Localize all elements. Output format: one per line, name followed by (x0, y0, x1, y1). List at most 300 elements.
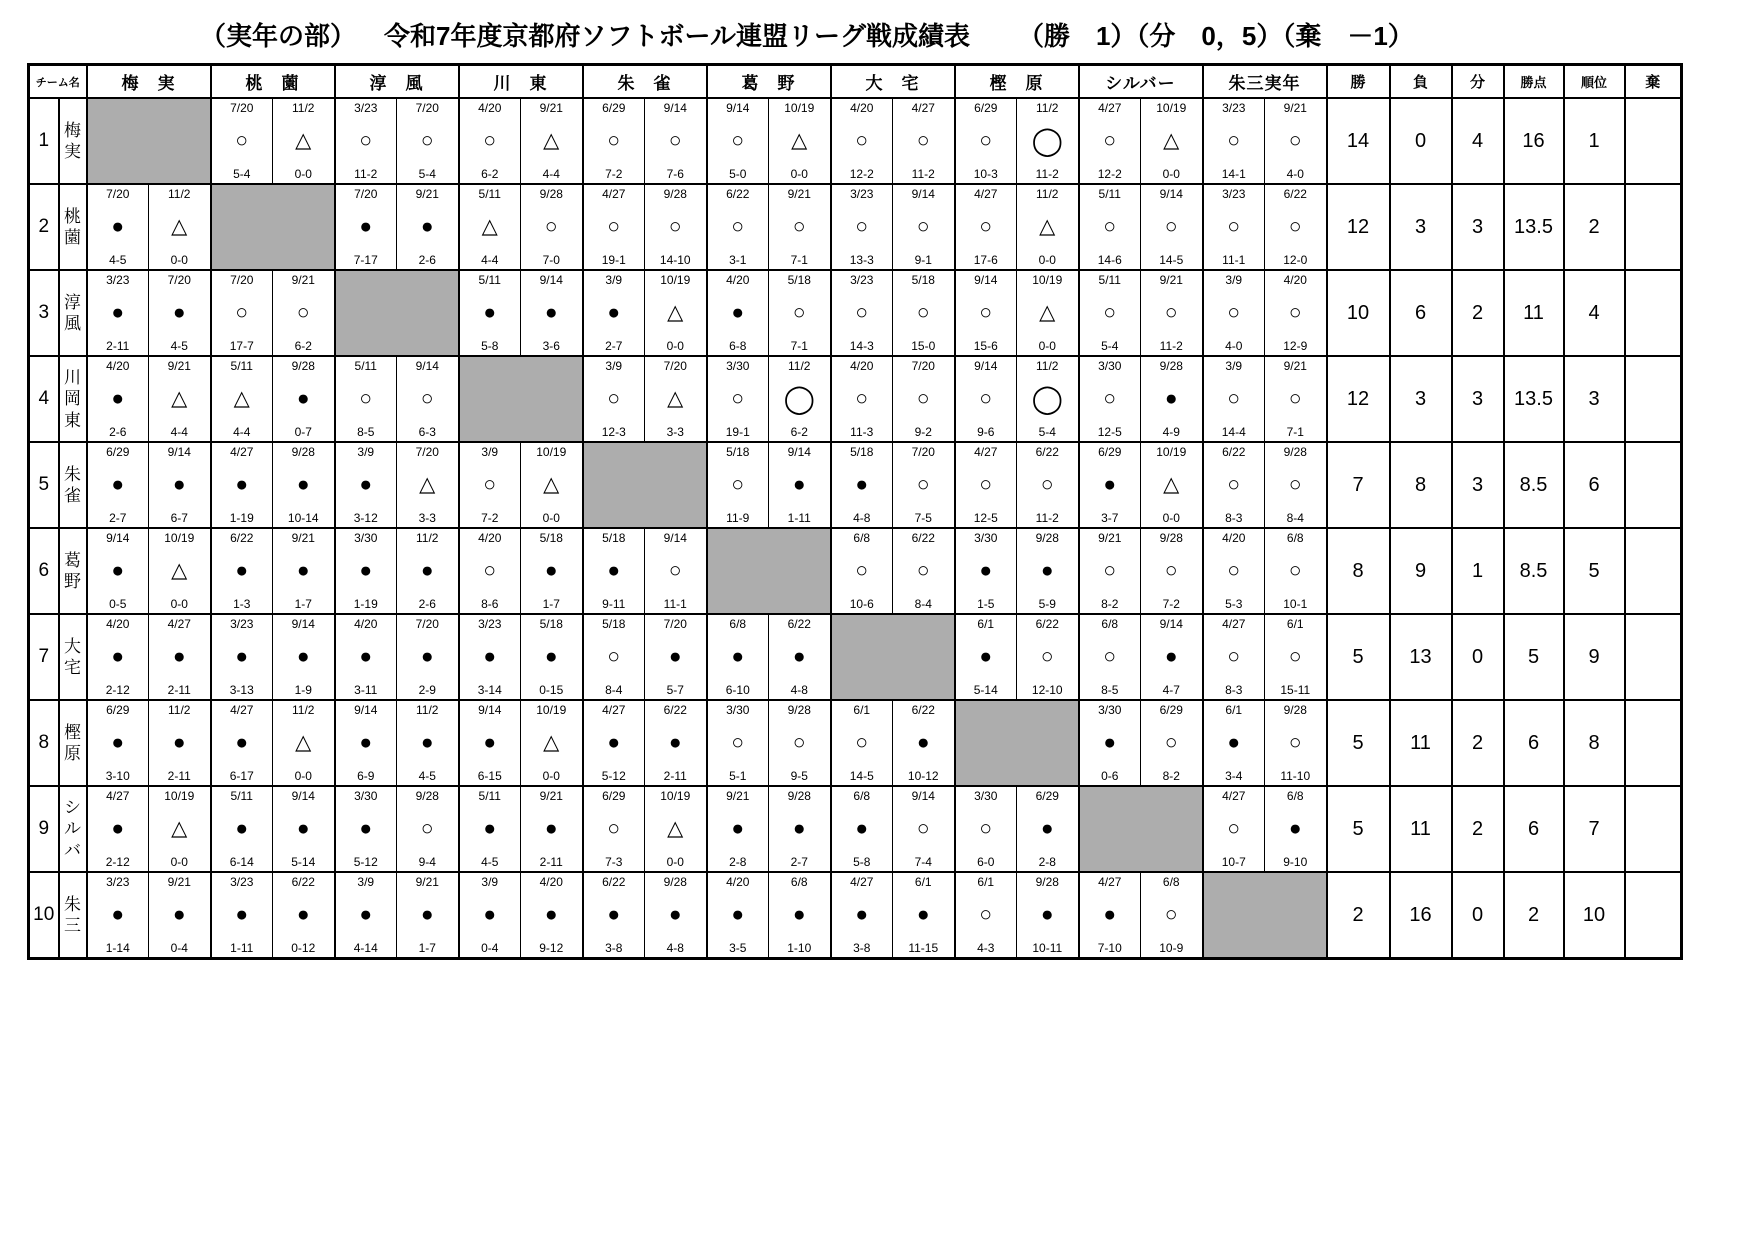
match-cell-content (584, 357, 645, 441)
match-cell-content (212, 271, 273, 355)
match-score: 17-6 (973, 253, 998, 267)
match-date: 5/11 (230, 359, 253, 373)
match-cell-content (88, 615, 149, 699)
match-cell-content (1204, 443, 1265, 527)
match-cell (149, 872, 211, 959)
result-symbol: △ (1039, 301, 1056, 324)
match-cell (459, 270, 521, 356)
match-cell-content (832, 701, 893, 785)
match-date: 3/9 (481, 875, 499, 889)
match-cell (1017, 356, 1079, 442)
match-date: 4/27 (1098, 875, 1122, 889)
match-cell-content (460, 443, 521, 527)
match-cell (459, 700, 521, 786)
result-symbol: ○ (1040, 473, 1054, 496)
match-score: 7-1 (1286, 425, 1304, 439)
match-cell (583, 356, 645, 442)
match-date: 3/23 (478, 617, 502, 631)
match-cell (955, 356, 1017, 442)
match-cell (1017, 872, 1079, 959)
result-symbol: ● (855, 473, 869, 496)
match-cell (1203, 270, 1265, 356)
match-cell (583, 872, 645, 959)
result-symbol: △ (171, 559, 188, 582)
match-score: 7-17 (353, 253, 378, 267)
match-date: 10/19 (660, 273, 691, 287)
result-symbol: △ (171, 215, 188, 238)
result-symbol: ● (111, 645, 125, 668)
match-cell-content (893, 271, 954, 355)
match-cell-content (956, 787, 1017, 871)
match-cell (1203, 700, 1265, 786)
team-name-text: 大宅 (64, 636, 81, 677)
match-cell-content (769, 443, 830, 527)
match-cell (1017, 184, 1079, 270)
match-cell-content (708, 443, 769, 527)
match-score: 10-11 (1032, 941, 1063, 955)
match-cell (273, 356, 335, 442)
result-symbol: ○ (1103, 559, 1117, 582)
match-score: 7-1 (790, 253, 808, 267)
match-score: 12-5 (1097, 425, 1122, 439)
result-symbol: △ (791, 129, 808, 152)
stat-rank: 2 (1564, 184, 1625, 270)
result-symbol: ● (731, 301, 745, 324)
match-cell (211, 786, 273, 872)
match-date: 6/22 (230, 531, 254, 545)
match-score: 4-8 (666, 941, 684, 955)
match-cell-content (336, 787, 397, 871)
match-cell (521, 700, 583, 786)
stat-losses: 6 (1390, 270, 1452, 356)
match-cell-content (336, 615, 397, 699)
stat-losses: 8 (1390, 442, 1452, 528)
match-cell (707, 700, 769, 786)
match-cell-content (584, 529, 645, 613)
match-score: 3-8 (605, 941, 623, 955)
match-cell-content (1265, 787, 1326, 871)
match-cell-content (769, 787, 830, 871)
result-symbol: ● (111, 903, 125, 926)
match-cell-content (832, 99, 893, 183)
result-symbol: ● (296, 473, 310, 496)
match-score: 4-5 (418, 769, 436, 783)
match-score: 7-5 (914, 511, 932, 525)
team-name-text: 梅実 (64, 120, 81, 161)
match-score: 6-15 (477, 769, 502, 783)
match-date: 9/28 (663, 187, 687, 201)
match-score: 2-6 (418, 253, 436, 267)
match-score: 11-3 (850, 425, 874, 439)
match-cell (645, 872, 707, 959)
match-cell-content (212, 529, 273, 613)
match-cell (583, 700, 645, 786)
match-cell (769, 442, 831, 528)
match-score: 5-8 (853, 855, 871, 869)
result-symbol: ○ (792, 215, 806, 238)
match-date: 3/23 (106, 273, 130, 287)
result-symbol: ○ (731, 129, 745, 152)
match-cell (1203, 356, 1265, 442)
match-date: 9/21 (1283, 359, 1307, 373)
match-cell-content (1080, 701, 1141, 785)
match-cell (1265, 98, 1327, 184)
match-date: 7/20 (415, 617, 439, 631)
match-cell-content (708, 185, 769, 269)
match-cell-content (708, 99, 769, 183)
match-date: 7/20 (911, 359, 935, 373)
match-date: 3/23 (354, 101, 378, 115)
result-symbol: ● (1227, 731, 1241, 754)
match-date: 10/19 (1156, 445, 1187, 459)
match-date: 9/14 (478, 703, 502, 717)
match-score: 3-10 (105, 769, 130, 783)
match-cell-content (708, 787, 769, 871)
stat-forfeit (1625, 872, 1682, 959)
match-score: 0-0 (542, 511, 560, 525)
match-score: 15-0 (911, 339, 936, 353)
match-date: 9/28 (291, 359, 315, 373)
match-score: 8-5 (357, 425, 375, 439)
row-number: 4 (29, 356, 59, 442)
match-cell-content (1017, 443, 1078, 527)
result-symbol: ○ (1227, 473, 1241, 496)
match-date: 9/21 (291, 531, 315, 545)
stat-forfeit (1625, 700, 1682, 786)
match-cell (645, 786, 707, 872)
result-symbol: △ (667, 817, 684, 840)
result-symbol: ● (1040, 817, 1054, 840)
match-score: 10-12 (907, 769, 939, 783)
match-cell-content (149, 443, 210, 527)
match-score: 8-2 (1162, 769, 1180, 783)
match-date: 11/2 (292, 703, 315, 717)
match-cell (831, 786, 893, 872)
match-cell (149, 700, 211, 786)
match-score: 3-12 (353, 511, 378, 525)
match-cell (645, 700, 707, 786)
match-cell (397, 98, 459, 184)
match-cell-content (273, 701, 334, 785)
match-cell-content (584, 271, 645, 355)
match-date: 11/2 (168, 703, 191, 717)
match-cell (769, 270, 831, 356)
match-cell-content (1080, 271, 1141, 355)
team-name-text: 樫原 (64, 722, 81, 763)
result-symbol: ● (607, 301, 621, 324)
match-cell (149, 184, 211, 270)
match-date: 6/29 (1098, 445, 1122, 459)
match-score: 7-2 (1162, 597, 1180, 611)
match-score: 0-6 (1101, 769, 1119, 783)
match-cell-content (645, 787, 706, 871)
match-date: 4/27 (602, 187, 626, 201)
match-cell-content (397, 443, 458, 527)
result-symbol: ● (420, 645, 434, 668)
result-symbol: ● (235, 473, 249, 496)
match-date: 3/9 (605, 359, 623, 373)
match-date: 9/28 (663, 875, 687, 889)
result-symbol: ● (1103, 473, 1117, 496)
result-symbol: ○ (235, 301, 249, 324)
diagonal-self-cell (707, 528, 831, 614)
match-cell-content (460, 185, 521, 269)
match-score: 14-5 (1159, 253, 1184, 267)
match-score: 7-2 (481, 511, 499, 525)
match-cell-content (893, 529, 954, 613)
match-date: 6/1 (977, 875, 995, 889)
match-cell (831, 700, 893, 786)
result-symbol: ○ (296, 301, 310, 324)
match-cell (707, 614, 769, 700)
page-title (0, 0, 1754, 63)
match-date: 4/20 (106, 617, 130, 631)
result-symbol: ○ (1164, 731, 1178, 754)
result-symbol: △ (481, 215, 498, 238)
match-score: 4-4 (481, 253, 499, 267)
match-date: 9/21 (167, 359, 191, 373)
match-date: 3/9 (605, 273, 623, 287)
row-number: 8 (29, 700, 59, 786)
diagonal-self-cell (955, 700, 1079, 786)
match-cell (707, 270, 769, 356)
result-symbol: ● (172, 301, 186, 324)
stat-rank: 10 (1564, 872, 1625, 959)
match-score: 7-1 (790, 339, 808, 353)
result-symbol: ● (235, 817, 249, 840)
diagonal-self-cell (335, 270, 459, 356)
result-symbol: ○ (979, 473, 993, 496)
match-cell-content (708, 357, 769, 441)
match-date: 4/20 (478, 101, 502, 115)
result-symbol: ● (111, 215, 125, 238)
result-symbol: ● (668, 903, 682, 926)
team-name (59, 528, 87, 614)
match-cell (893, 872, 955, 959)
match-date: 11/2 (292, 101, 315, 115)
row-number: 5 (29, 442, 59, 528)
result-symbol: △ (295, 129, 312, 152)
team-row-5 (29, 442, 1682, 528)
match-cell-content (1017, 99, 1078, 183)
match-cell (1141, 528, 1203, 614)
stat-rank: 9 (1564, 614, 1625, 700)
match-cell (1079, 270, 1141, 356)
result-symbol: ○ (1288, 473, 1302, 496)
match-score: 15-6 (973, 339, 998, 353)
result-symbol: ● (296, 645, 310, 668)
result-symbol: ● (111, 301, 125, 324)
match-cell-content (149, 615, 210, 699)
match-date: 3/23 (230, 875, 254, 889)
match-date: 4/27 (106, 789, 130, 803)
result-symbol: ○ (359, 129, 373, 152)
match-date: 9/21 (1159, 273, 1183, 287)
match-cell (1079, 184, 1141, 270)
team-row-8 (29, 700, 1682, 786)
result-symbol: ● (420, 215, 434, 238)
match-date: 9/21 (1283, 101, 1307, 115)
stat-wins: 10 (1327, 270, 1390, 356)
match-cell-content (212, 701, 273, 785)
match-score: 0-0 (294, 769, 312, 783)
match-cell (1203, 184, 1265, 270)
result-symbol: ● (359, 559, 373, 582)
match-date: 9/21 (726, 789, 750, 803)
result-symbol: ● (111, 473, 125, 496)
result-symbol: ● (172, 473, 186, 496)
match-cell (335, 184, 397, 270)
team-name-text: 桃薗 (64, 206, 81, 247)
match-cell (831, 528, 893, 614)
match-date: 9/28 (1035, 531, 1059, 545)
match-cell-content (212, 443, 273, 527)
match-date: 4/27 (1098, 101, 1122, 115)
result-symbol: ○ (1288, 559, 1302, 582)
result-symbol: ● (792, 645, 806, 668)
match-date: 7/20 (230, 273, 254, 287)
match-cell-content (832, 357, 893, 441)
team-name (59, 98, 87, 184)
result-symbol: ● (296, 387, 310, 410)
team-row-4 (29, 356, 1682, 442)
match-score: 14-5 (849, 769, 874, 783)
match-score: 3-1 (729, 253, 747, 267)
result-symbol: ● (483, 301, 497, 324)
match-cell (273, 614, 335, 700)
match-cell (459, 442, 521, 528)
result-symbol: ● (359, 215, 373, 238)
row-number: 3 (29, 270, 59, 356)
match-cell (831, 98, 893, 184)
result-symbol: ○ (979, 903, 993, 926)
match-cell-content (832, 787, 893, 871)
result-symbol: ○ (916, 215, 930, 238)
result-symbol: ○ (1288, 215, 1302, 238)
match-date: 9/21 (415, 875, 439, 889)
diagonal-self-cell (1079, 786, 1203, 872)
match-date: 4/20 (726, 273, 750, 287)
match-date: 5/18 (539, 531, 563, 545)
match-date: 5/18 (726, 445, 750, 459)
stat-rank: 4 (1564, 270, 1625, 356)
stat-forfeit (1625, 442, 1682, 528)
match-cell-content (1141, 99, 1202, 183)
match-score: 9-4 (418, 855, 436, 869)
match-cell (769, 356, 831, 442)
match-cell (1017, 442, 1079, 528)
result-symbol: ● (607, 559, 621, 582)
match-cell-content (149, 701, 210, 785)
result-symbol: ○ (1164, 215, 1178, 238)
match-date: 6/1 (977, 617, 995, 631)
result-symbol: ● (607, 903, 621, 926)
match-cell-content (212, 787, 273, 871)
match-score: 5-14 (291, 855, 316, 869)
match-cell-content (832, 185, 893, 269)
match-date: 9/14 (974, 359, 998, 373)
match-score: 1-11 (230, 941, 254, 955)
match-cell-content (584, 873, 645, 957)
match-cell (1079, 98, 1141, 184)
match-score: 8-4 (605, 683, 623, 697)
result-symbol: ● (1288, 817, 1302, 840)
result-symbol: ● (1164, 645, 1178, 668)
match-date: 9/14 (1159, 187, 1183, 201)
match-score: 5-9 (1038, 597, 1056, 611)
match-date: 3/30 (974, 789, 998, 803)
match-score: 3-13 (229, 683, 254, 697)
match-date: 5/18 (602, 617, 626, 631)
result-symbol: ● (359, 817, 373, 840)
match-cell-content (212, 873, 273, 957)
match-date: 6/22 (663, 703, 687, 717)
match-date: 5/18 (787, 273, 811, 287)
match-cell (335, 786, 397, 872)
match-cell (273, 786, 335, 872)
stat-points: 2 (1504, 872, 1564, 959)
result-symbol: ● (668, 731, 682, 754)
match-date: 3/30 (354, 531, 378, 545)
match-cell-content (769, 271, 830, 355)
stat-rank: 1 (1564, 98, 1625, 184)
match-cell-content (1080, 873, 1141, 957)
match-date: 9/21 (167, 875, 191, 889)
team-row-7 (29, 614, 1682, 700)
result-symbol: ● (607, 731, 621, 754)
match-cell (1017, 786, 1079, 872)
stat-wins: 12 (1327, 184, 1390, 270)
match-date: 3/30 (1098, 359, 1122, 373)
stat-forfeit (1625, 270, 1682, 356)
match-date: 7/20 (354, 187, 378, 201)
match-cell (397, 528, 459, 614)
match-date: 3/9 (1225, 273, 1243, 287)
match-cell-content (708, 873, 769, 957)
match-cell (1265, 442, 1327, 528)
match-cell-content (1204, 787, 1265, 871)
match-date: 9/28 (787, 703, 811, 717)
match-score: 0-4 (481, 941, 499, 955)
match-cell-content (893, 701, 954, 785)
match-date: 4/27 (974, 445, 998, 459)
match-cell-content (893, 443, 954, 527)
match-date: 9/28 (1283, 445, 1307, 459)
match-cell-content (1017, 873, 1078, 957)
match-cell-content (212, 357, 273, 441)
match-score: 11-2 (911, 167, 935, 181)
opponent-header-7: 大 宅 (831, 65, 955, 99)
match-date: 6/29 (1035, 789, 1059, 803)
match-date: 10/19 (1032, 273, 1063, 287)
match-cell (1265, 786, 1327, 872)
match-score: 14-10 (659, 253, 691, 267)
match-cell-content (521, 185, 582, 269)
result-symbol: ○ (979, 129, 993, 152)
match-date: 5/11 (354, 359, 377, 373)
match-cell-content (1204, 185, 1265, 269)
match-date: 6/29 (602, 789, 626, 803)
match-date: 5/18 (850, 445, 874, 459)
match-score: 2-9 (418, 683, 436, 697)
result-symbol: △ (1163, 473, 1180, 496)
stat-losses: 13 (1390, 614, 1452, 700)
result-symbol: ○ (607, 387, 621, 410)
match-score: 3-3 (418, 511, 436, 525)
result-symbol: ○ (855, 215, 869, 238)
match-cell-content (273, 271, 334, 355)
match-cell-content (460, 529, 521, 613)
